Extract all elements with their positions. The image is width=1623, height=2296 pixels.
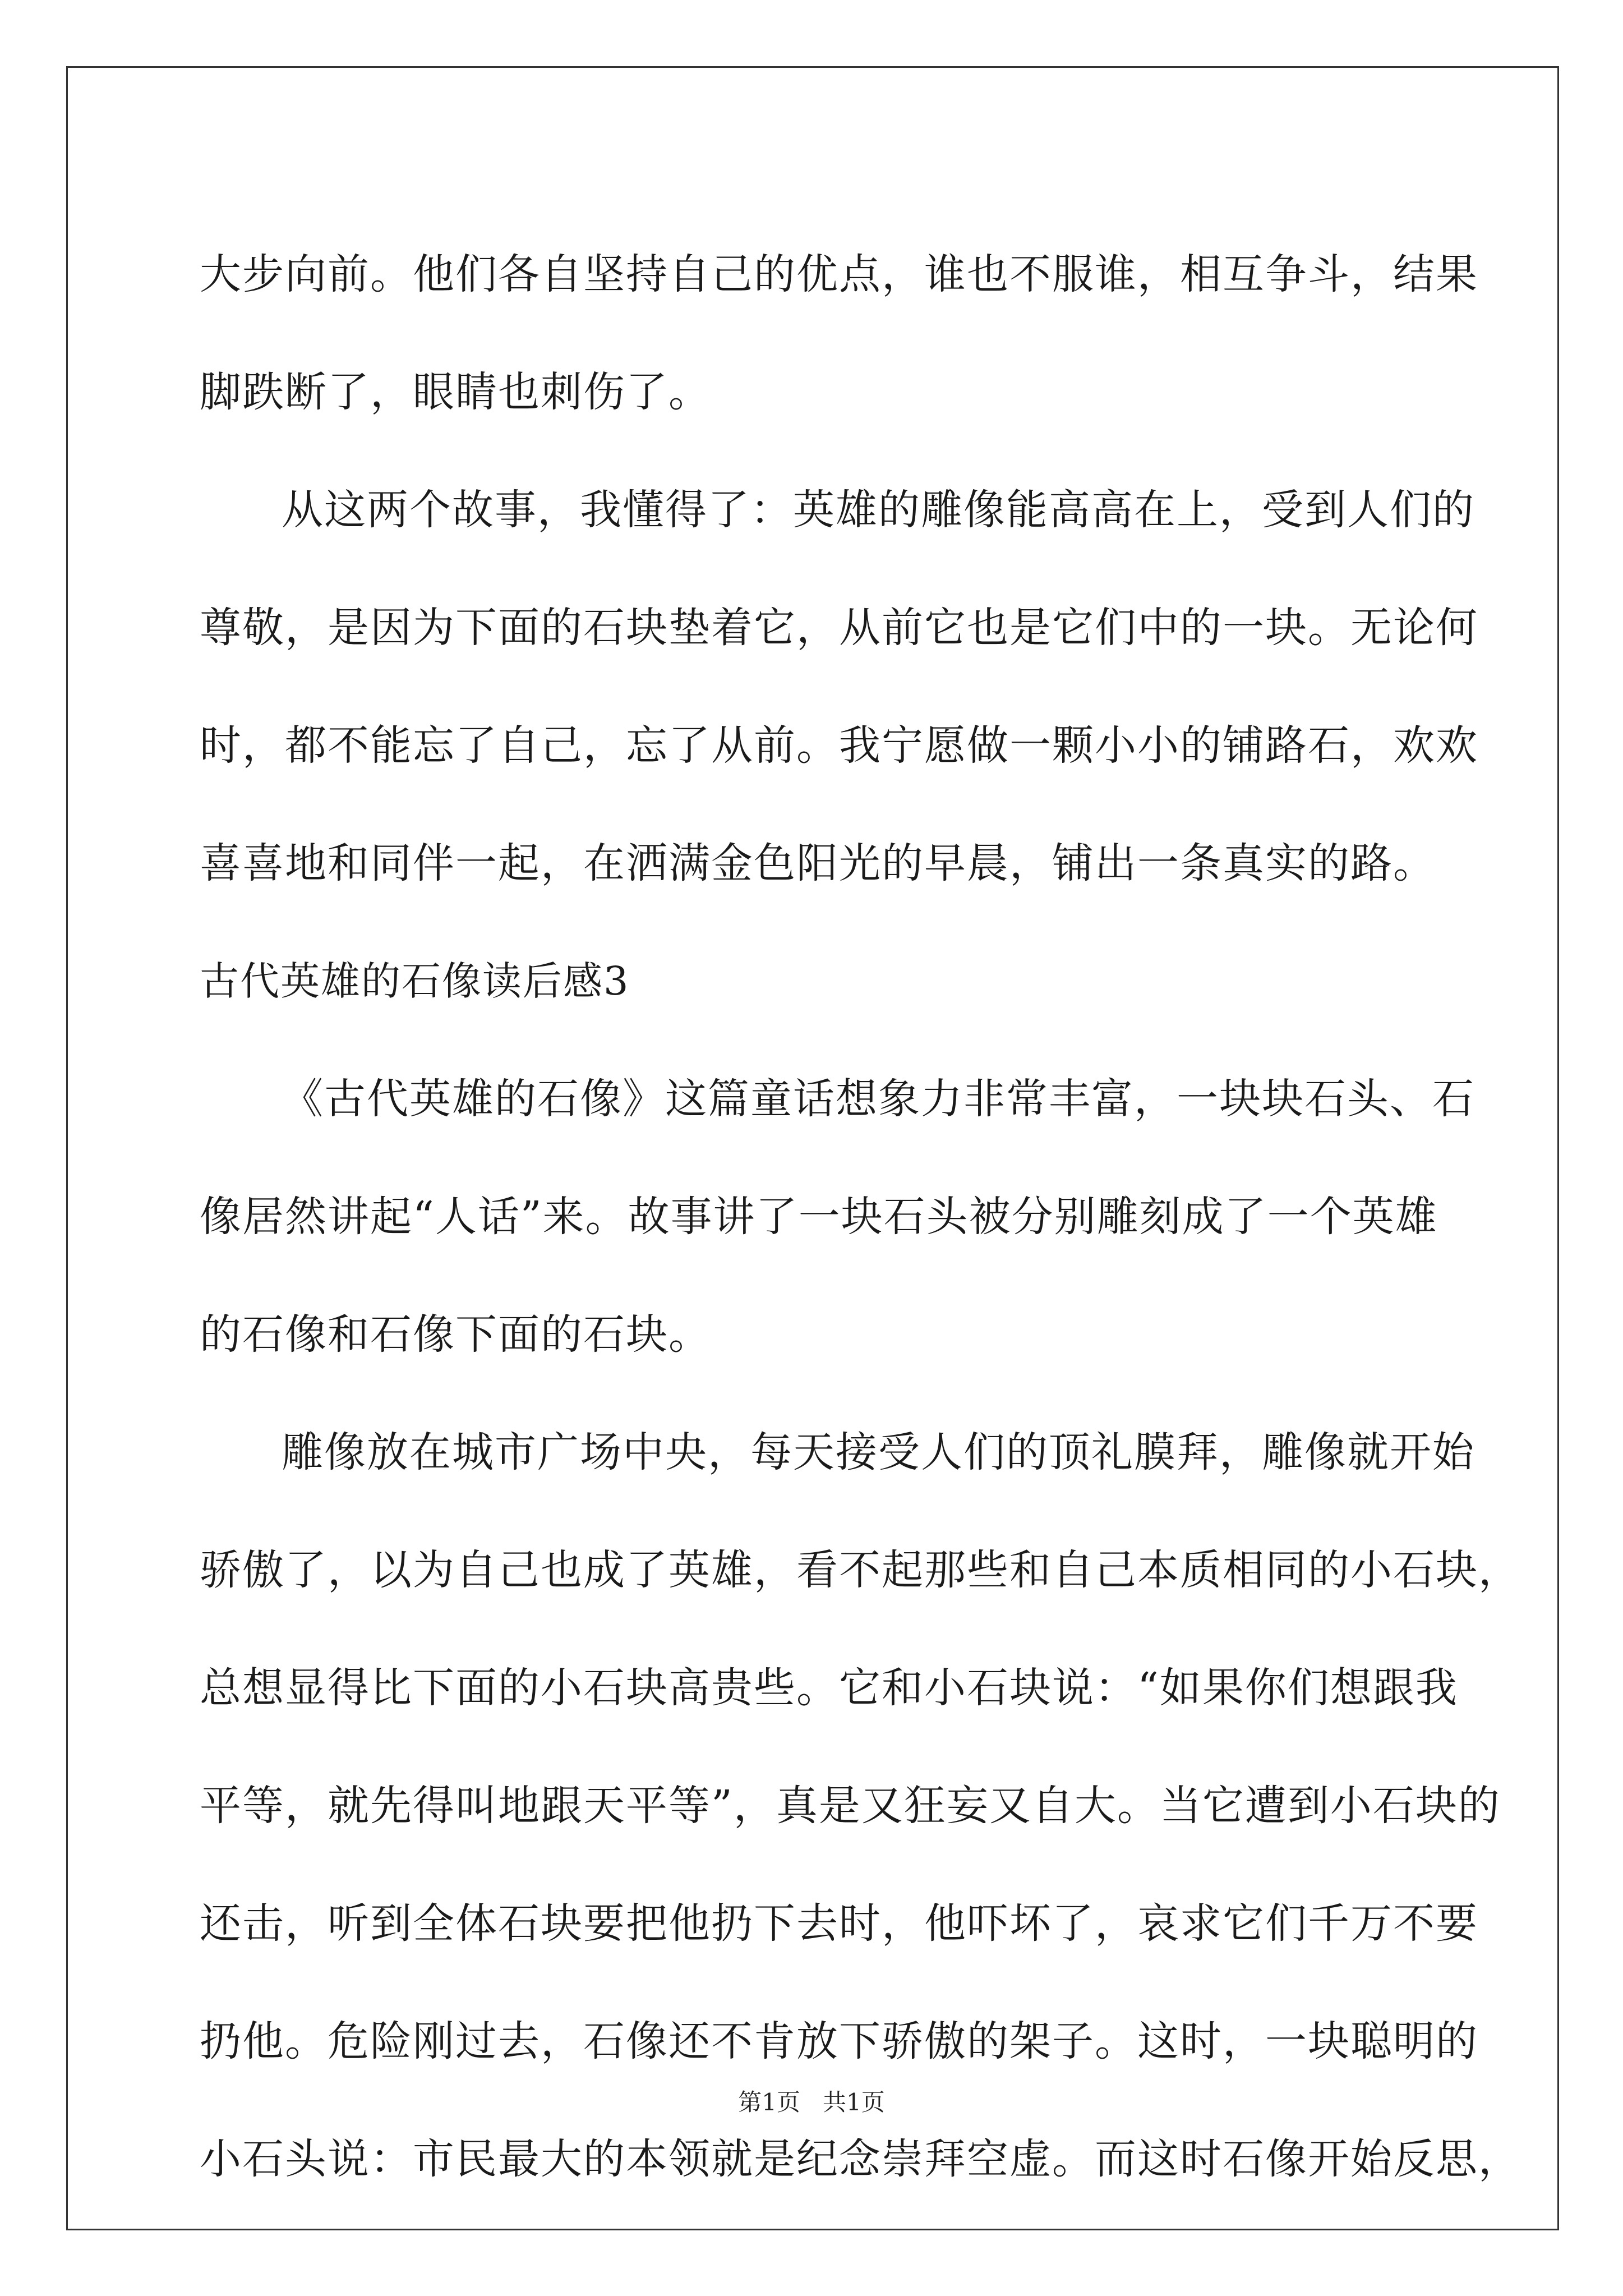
text-line: 时，都不能忘了自己，忘了从前。我宁愿做一颗小小的铺路石，欢欢 bbox=[200, 721, 1478, 770]
text-line: 骄傲了，以为自己也成了英雄，看不起那些和自己本质相同的小石块， bbox=[200, 1546, 1521, 1594]
text-line: 脚跌断了，眼睛也刺伤了。 bbox=[200, 368, 711, 416]
text-line: 还击，听到全体石块要把他扔下去时，他吓坏了，哀求它们千万不要 bbox=[200, 1899, 1478, 1948]
text-line: 雕像放在城市广场中央，每天接受人们的顶礼膜拜，雕像就开始 bbox=[282, 1428, 1475, 1476]
section-heading: 古代英雄的石像读后感3 bbox=[200, 958, 630, 1004]
text-line: 小石头说：市民最大的本领就是纪念崇拜空虚。而这时石像开始反思， bbox=[200, 2135, 1521, 2183]
document-body bbox=[200, 215, 1521, 2218]
text-line: 从这两个故事，我懂得了：英雄的雕像能高高在上，受到人们的 bbox=[282, 486, 1475, 534]
text-line: 大步向前。他们各自坚持自己的优点，谁也不服谁，相互争斗，结果 bbox=[200, 250, 1478, 298]
text-line: 平等，就先得叫地跟天平等”，真是又狂妄又自大。当它遭到小石块的 bbox=[200, 1782, 1501, 1830]
text-line: 尊敬，是因为下面的石块垫着它，从前它也是它们中的一块。无论何 bbox=[200, 604, 1478, 652]
text-line: 像居然讲起“人话”来。故事讲了一块石头被分别雕刻成了一个英雄 bbox=[200, 1193, 1438, 1241]
text-line: 扔他。危险刚过去，石像还不肯放下骄傲的架子。这时，一块聪明的 bbox=[200, 2017, 1478, 2065]
text-line: 喜喜地和同伴一起，在洒满金色阳光的早晨，铺出一条真实的路。 bbox=[200, 839, 1436, 887]
text-line: 的石像和石像下面的石块。 bbox=[200, 1310, 711, 1359]
text-line: 总想显得比下面的小石块高贵些。它和小石块说：“如果你们想跟我 bbox=[200, 1664, 1458, 1712]
text-line: 《古代英雄的石像》这篇童话想象力非常丰富，一块块石头、石 bbox=[282, 1075, 1475, 1123]
page-number-footer: 第1页 共1页 bbox=[738, 2088, 885, 2116]
